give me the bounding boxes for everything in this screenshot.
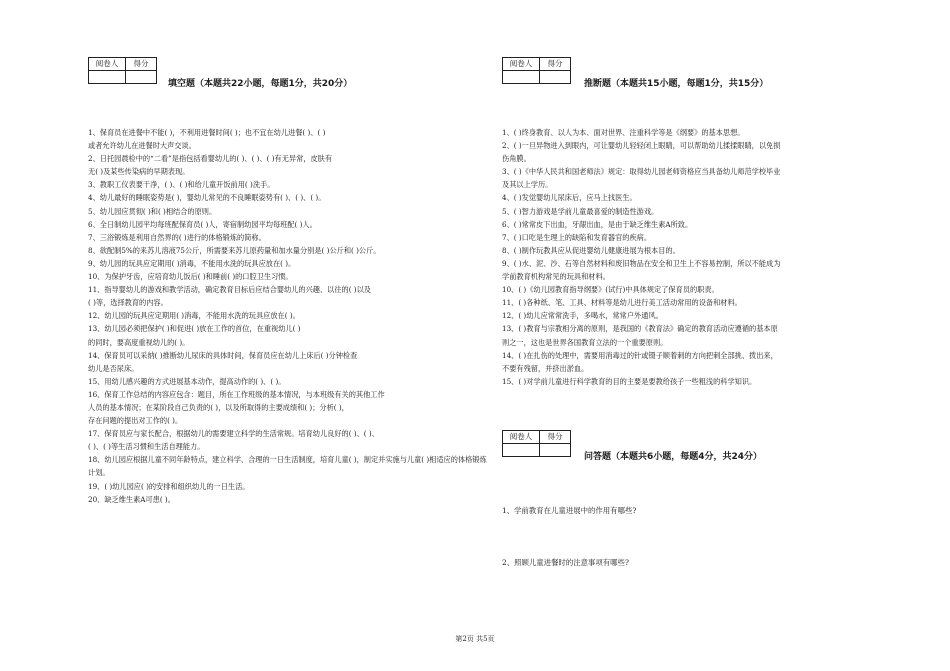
question-line: 4、幼儿最好的睡眠姿势是( )，婴幼儿常见的不良睡眠姿势有( )、( )、( )。: [88, 193, 326, 203]
question-line: 12、( )幼儿应常常洗手，多喝水，常常户外通风。: [502, 311, 663, 321]
question-line: 13、( )教育与宗教相分离的原则，是我国的《教育法》确定的教育活动应遵循的基本原: [502, 324, 778, 334]
question-line: 7、( )口吃是生理上的缺陷和发育器官的疾病。: [502, 232, 652, 242]
question-line: 则之一，这也是世界各国教育立法的一个重要原则。: [502, 337, 668, 347]
question-line: 17、保育员应与家长配合，根据幼儿的需要建立科学的生活常规。培育幼儿良好的( )、( )、: [88, 429, 379, 439]
question-line: 1、( )终身教育、以人为本、面对世界、注重科学等是《纲要》的基本思想。: [502, 128, 745, 137]
fill-blank-questions: [88, 126, 488, 506]
question-line: 19、( )幼儿园应( )的安排和组织幼儿的一日生活。: [88, 481, 250, 491]
question-line: 12、幼儿园的玩具应定期用( )消毒，不能用水洗的玩具应放在( )。: [88, 311, 300, 321]
question-line: 6、全日制幼儿园平均每班配保育员( )人，寄宿制幼园平均每班配( )人。: [88, 219, 317, 229]
page-footer: 第2页 共5页: [455, 635, 495, 643]
question-line: 4、( )发觉婴幼儿尿床后，应马上找医生。: [502, 193, 637, 203]
question-line: 10、( )《幼儿园教育指导纲要》(试行)中具体规定了保育员的职责。: [502, 285, 719, 295]
judgment-title: 推断题（本题共15小题，每题1分，共15分）: [584, 79, 769, 89]
question-line: 7、三浴锻炼是利用自然界的( )进行的体格锻炼的简称。: [88, 232, 266, 242]
question-line: 10、为保护牙齿，应培育幼儿饭后( )和睡前( )的口腔卫生习惯。: [88, 272, 293, 282]
question-line: 15、用幼儿感兴趣的方式进展基本动作，提高动作的( )、( )。: [88, 376, 286, 386]
score-header: 得分: [540, 58, 571, 71]
reviewer-header: 阅卷人: [503, 431, 540, 444]
reviewer-cell: [503, 71, 540, 84]
question-line: 人员的基本情况；在某阶段自己负责的( )，以及所取得的主要成绩和( )；分析( )，: [88, 402, 349, 412]
question-line: ( )等，选择教育的内容。: [88, 298, 168, 308]
question-line: ( )、( )等生活习惯和生活自理能力。: [88, 442, 205, 452]
reviewer-header: 阅卷人: [89, 58, 126, 71]
reviewer-cell: [89, 71, 126, 84]
score-cell: [540, 444, 571, 457]
question-line: 11、( )各种纸、笔、工具、材料等是幼儿进行美工活动常用的设备和材料。: [502, 298, 742, 308]
question-line: 14、保育员可以采纳( )推断幼儿尿床的具体时间，保育员应在幼儿上床后( )分钟检查: [88, 350, 358, 360]
question-line: 存在问题的提出对工作的( )。: [88, 416, 183, 426]
score-header: 得分: [126, 58, 157, 71]
qa-question-1: 1、学前教育在儿童进展中的作用有哪些?: [502, 506, 637, 515]
question-line: 伤角膜。: [502, 154, 531, 164]
question-line: 幼儿是否尿床。: [88, 363, 139, 373]
question-line: 3、教职工仪表要干净，( )、( )和给儿童开饭前用( )洗手。: [88, 180, 275, 190]
question-line: 3、( )《中华人民共和国老师法》规定：取得幼儿园老师资格应当具备幼儿师范学校毕业: [502, 167, 781, 177]
question-line: 2、日托园晨检中的“二看”是指包括看婴幼儿的( )、( )、( )有无异常，皮肤有: [88, 154, 333, 164]
question-line: 或者允许幼儿在进餐时大声交谈。: [88, 141, 196, 151]
question-line: 及其以上学历。: [502, 180, 553, 190]
question-line: 不要有残留，并挤出淤血。: [502, 363, 589, 373]
question-line: 2、( )一旦异物进入到眼内，可让婴幼儿轻轻闭上眼睛，可以帮助幼儿揉揉眼睛，以免损: [502, 141, 781, 151]
question-line: 的同时，要高度重视幼儿的( )。: [88, 337, 190, 347]
question-line: 18、幼儿园应根据儿童不同年龄特点，建立科学、合理的一日生活制度，培育儿童( )，制定并实施与儿童( )相适应的体格锻炼计划。: [88, 455, 487, 478]
question-line: 5、( )智力游戏是学前儿童最喜爱的制造性游戏。: [502, 206, 659, 216]
question-line: 20、缺乏维生素A可患( )。: [88, 494, 175, 504]
question-line: 9、( )水、泥、沙、石等自然材料和废旧物品在安全和卫生上不容易控制，所以不能成为: [502, 258, 781, 268]
score-table-fill-blank: [88, 57, 157, 84]
question-line: 11、指导婴幼儿的游戏和教学活动，确定教育目标后应结合婴幼儿的兴趣、以往的( )以及: [88, 285, 371, 295]
score-header: 得分: [540, 431, 571, 444]
reviewer-header: 阅卷人: [503, 58, 540, 71]
question-line: 16、保育工作总结的内容应包含：题目，所在工作班级的基本情况，与本班级有关的其他工作: [88, 389, 385, 399]
question-line: 无( )及某些传染病的早期表现。: [88, 167, 190, 177]
question-line: 学前教育机构常见的玩具和材料。: [502, 272, 610, 282]
question-line: 13、幼儿园必须把保护( )和促进( )放在工作的首位，在重视幼儿( ): [88, 324, 301, 334]
score-cell: [540, 71, 571, 84]
question-line: 6、( )常常皮下出血，牙龈出血，是由于缺乏维生素A所致。: [502, 219, 693, 229]
judgment-questions: [502, 126, 870, 388]
question-line: 5、幼儿园应贯彻( )和( )相结合的原则。: [88, 206, 217, 216]
question-line: 8、( )制作玩教具应从促进婴幼儿健康进展为根本目的。: [502, 245, 680, 255]
question-line: 9、幼儿园的玩具应定期用( )消毒，不能用水洗的玩具应放在( )。: [88, 258, 296, 268]
question-line: 15、( )对学前儿童进行科学教育的目的主要是要教给孩子一些粗浅的科学知识。: [502, 376, 757, 386]
qa-question-2: 2、照顾儿童进餐时的注意事项有哪些?: [502, 558, 629, 567]
score-table-judgment: [502, 57, 571, 84]
question-line: 1、保育员在进餐中不能( )，不利用进餐时间( )；也不宜在幼儿进餐( )、( ): [88, 128, 326, 137]
qa-title: 问答题（本题共6小题，每题4分，共24分）: [584, 452, 763, 462]
reviewer-cell: [503, 444, 540, 457]
question-line: 8、欲配制5%的来苏儿溶液75公斤，所需要来苏儿原药量和加水量分别是( )公斤和( )公斤。: [88, 245, 381, 255]
question-line: 14、( )在扎伤的处理中，需要用消毒过的针或镊子顺着刺的方向把刺全部挑、拨出来，: [502, 350, 778, 360]
fill-blank-title: 填空题（本题共22小题，每题1分，共20分）: [168, 79, 353, 89]
score-table-qa: [502, 430, 571, 457]
score-cell: [126, 71, 157, 84]
